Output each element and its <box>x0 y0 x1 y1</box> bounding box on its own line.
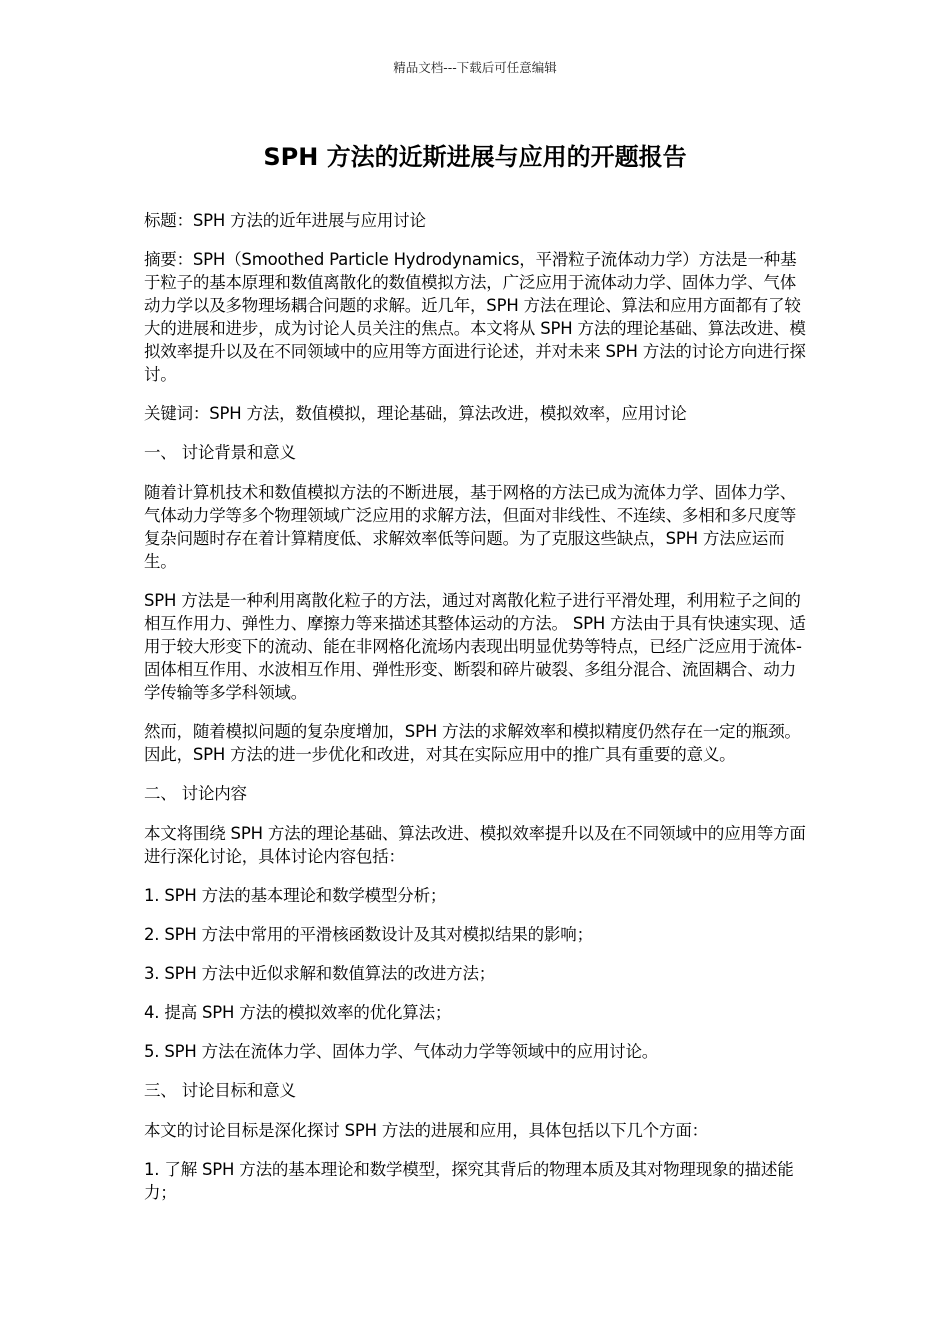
section-heading-goals: 三、 讨论目标和意义 <box>144 1081 296 1100</box>
list-item: 3. SPH 方法中近似求解和数值算法的改进方法； <box>144 964 496 983</box>
body-paragraph: 然而，随着模拟问题的复杂度增加，SPH 方法的求解效率和模拟精度仍然存在一定的瓶颈。因此，SPH 方法的进一步优化和改进，对其在实际应用中的推广具有重要的意义。 <box>144 722 801 764</box>
body-paragraph: SPH 方法是一种利用离散化粒子的方法，通过对离散化粒子进行平滑处理，利用粒子之间的相互作用力、弹性力、摩擦力等来描述其整体运动的方法。 SPH 方法由于具有快速实现、适用于较大形变下的流动、能在非网格化流场内表现出明显优势等特点，已经广泛应用于流体-固体相互作用、水波相互作用、弹性形变、断裂和碎片破裂、多组分混合、流固耦合、动力学传输等多学科领域。 <box>144 591 806 702</box>
keywords-line: 关键词：SPH 方法，数值模拟，理论基础，算法改进，模拟效率，应用讨论 <box>144 404 687 423</box>
list-item: 2. SPH 方法中常用的平滑核函数设计及其对模拟结果的影响； <box>144 925 593 944</box>
abstract-paragraph: 摘要：SPH（Smoothed Particle Hydrodynamics，平滑粒子流体动力学）方法是一种基于粒子的基本原理和数值离散化的数值模拟方法，广泛应用于流体动力学、固体力学、气体动力学以及多物理场耦合问题的求解。近几年，SPH 方法在理论、算法和应用方面都有了较大的进展和进步，成为讨论人员关注的焦点。本文将从 SPH 方法的理论基础、算法改进、模拟效率提升以及在不同领域中的应用等方面进行论述，并对未来 SPH 方法的讨论方向进行探讨。 <box>144 250 806 384</box>
section-heading-content: 二、 讨论内容 <box>144 784 247 803</box>
body-paragraph: 随着计算机技术和数值模拟方法的不断进展，基于网格的方法已成为流体力学、固体力学、气体动力学等多个物理领域广泛应用的求解方法，但面对非线性、不连续、多相和多尺度等复杂问题时存在着计算精度低、求解效率低等问题。为了克服这些缺点，SPH 方法应运而生。 <box>144 483 797 571</box>
list-item: 5. SPH 方法在流体力学、固体力学、气体动力学等领域中的应用讨论。 <box>144 1042 659 1061</box>
title-line: 标题：SPH 方法的近年进展与应用讨论 <box>144 211 426 230</box>
list-item: 4. 提高 SPH 方法的模拟效率的优化算法； <box>144 1003 452 1022</box>
list-item: 1. SPH 方法的基本理论和数学模型分析； <box>144 886 447 905</box>
body-paragraph: 本文的讨论目标是深化探讨 SPH 方法的进展和应用，具体包括以下几个方面： <box>144 1121 708 1140</box>
document-title: SPH 方法的近斯进展与应用的开题报告 <box>263 143 687 171</box>
section-heading-background: 一、 讨论背景和意义 <box>144 443 296 462</box>
body-paragraph: 本文将围绕 SPH 方法的理论基础、算法改进、模拟效率提升以及在不同领域中的应用等方面进行深化讨论，具体讨论内容包括： <box>144 824 806 866</box>
list-item: 1. 了解 SPH 方法的基本理论和数学模型，探究其背后的物理本质及其对物理现象的描述能力； <box>144 1160 794 1202</box>
header-note: 精品文档---下载后可任意编辑 <box>393 60 557 75</box>
document-body <box>144 209 808 1220</box>
